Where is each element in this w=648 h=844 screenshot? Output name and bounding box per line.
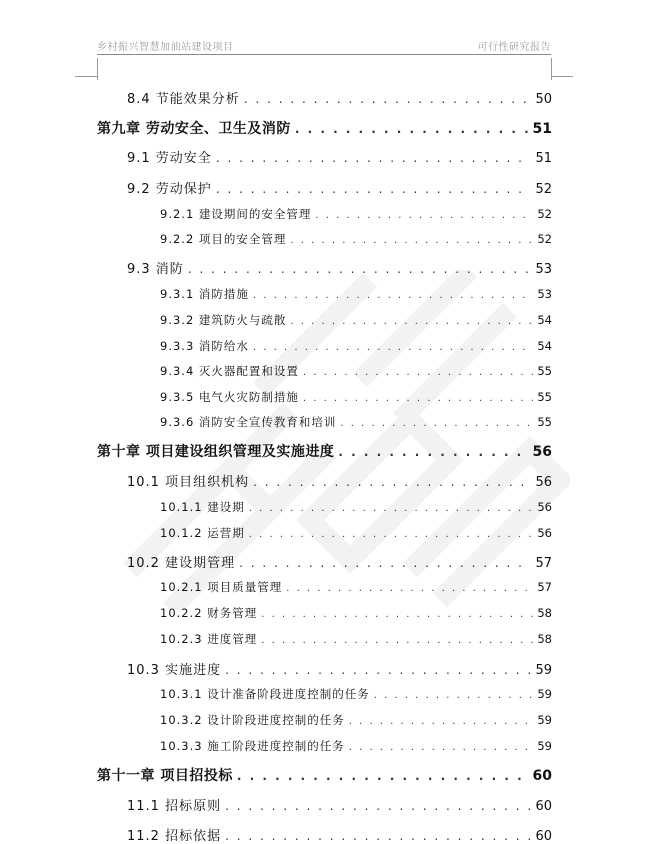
toc-entry[interactable]	[160, 338, 552, 354]
toc-page-number: 55	[537, 415, 552, 429]
toc-dot-leader	[340, 418, 533, 429]
toc-entry[interactable]	[127, 825, 552, 844]
toc-entry[interactable]	[127, 471, 552, 490]
toc-page-number: 54	[537, 313, 552, 327]
toc-entry[interactable]	[160, 712, 552, 728]
toc-page-number: 59	[535, 663, 552, 678]
toc-dot-leader	[253, 475, 531, 489]
toc-dot-leader	[338, 445, 528, 459]
toc-entry[interactable]	[160, 738, 552, 754]
toc-entry[interactable]	[160, 631, 552, 647]
toc-page-number: 51	[532, 121, 552, 137]
toc-entry[interactable]	[160, 206, 552, 222]
toc-entry-label: 11.2 招标依据	[127, 829, 222, 844]
toc-dot-leader	[225, 663, 531, 677]
toc-entry-label: 9.2.1 建设期间的安全管理	[160, 207, 312, 221]
toc-entry-label: 10.3 实施进度	[127, 663, 222, 678]
toc-chapter-entry[interactable]	[97, 765, 552, 785]
toc-entry-label: 9.2.2 项目的安全管理	[160, 232, 287, 246]
toc-entry-label: 10.2.2 财务管理	[160, 606, 258, 620]
toc-page-number: 60	[535, 799, 552, 814]
toc-dot-leader	[244, 92, 532, 106]
toc-page-number: 56	[537, 526, 552, 540]
toc-entry-label: 8.4 节能效果分析	[127, 92, 240, 107]
toc-page-number: 56	[532, 444, 552, 460]
toc-entry-label: 第十章 项目建设组织管理及实施进度	[97, 444, 335, 460]
toc-dot-leader	[374, 690, 534, 701]
toc-dot-leader	[349, 716, 534, 727]
crop-mark-right	[551, 58, 574, 80]
toc-page-number: 56	[537, 500, 552, 514]
toc-page-number: 54	[537, 339, 552, 353]
toc-entry-label: 9.3 消防	[127, 262, 184, 277]
toc-dot-leader	[249, 529, 534, 540]
toc-page-number: 57	[537, 580, 552, 594]
toc-page-number: 59	[537, 713, 552, 727]
toc-entry-label: 10.3.1 设计准备阶段进度控制的任务	[160, 687, 370, 701]
toc-entry-label: 第九章 劳动安全、卫生及消防	[97, 121, 291, 137]
toc-dot-leader	[295, 122, 529, 136]
crop-mark-left	[75, 58, 98, 80]
toc-page-number: 51	[535, 151, 552, 166]
toc-entry[interactable]	[160, 579, 552, 595]
toc-page-number: 53	[537, 287, 552, 301]
toc-entry[interactable]	[127, 88, 552, 107]
toc-page-number: 59	[537, 687, 552, 701]
toc-entry-label: 10.1.1 建设期	[160, 500, 245, 514]
toc-page-number: 52	[537, 232, 552, 246]
toc-dot-leader	[249, 503, 534, 514]
toc-entry-label: 9.3.5 电气火灾防制措施	[160, 390, 299, 404]
toc-page-number: 57	[535, 556, 552, 571]
toc-entry[interactable]	[127, 659, 552, 678]
toc-entry-label: 第十一章 项目招投标	[97, 768, 233, 784]
toc-dot-leader	[237, 769, 529, 783]
toc-entry[interactable]	[160, 605, 552, 621]
toc-dot-leader	[315, 210, 533, 221]
toc-dot-leader	[216, 182, 532, 196]
toc-dot-leader	[261, 609, 533, 620]
toc-page-number: 55	[537, 390, 552, 404]
toc-entry[interactable]	[160, 363, 552, 379]
page-header	[97, 36, 551, 55]
toc-entry-label: 10.1 项目组织机构	[127, 475, 250, 490]
toc-dot-leader	[303, 367, 533, 378]
toc-dot-leader	[286, 583, 533, 594]
toc-chapter-entry[interactable]	[97, 441, 552, 461]
toc-entry[interactable]	[160, 686, 552, 702]
toc-dot-leader	[225, 799, 531, 813]
toc-page-number: 60	[532, 768, 552, 784]
toc-entry-label: 9.3.6 消防安全宣传教育和培训	[160, 415, 337, 429]
toc-page-number: 53	[535, 262, 552, 277]
toc-page-number: 59	[537, 739, 552, 753]
toc-entry[interactable]	[127, 258, 552, 277]
toc-entry-label: 11.1 招标原则	[127, 799, 222, 814]
toc-page-number: 58	[537, 606, 552, 620]
toc-entry[interactable]	[160, 231, 552, 247]
toc-entry[interactable]	[127, 552, 552, 571]
toc-entry[interactable]	[160, 389, 552, 405]
toc-dot-leader	[188, 262, 532, 276]
toc-entry-label: 9.3.1 消防措施	[160, 287, 249, 301]
header-report-type: 可行性研究报告	[477, 42, 551, 53]
toc-entry-label: 10.1.2 运营期	[160, 526, 245, 540]
toc-entry-label: 9.2 劳动保护	[127, 182, 212, 197]
toc-entry[interactable]	[127, 147, 552, 166]
toc-dot-leader	[261, 635, 533, 646]
toc-entry-label: 9.3.4 灭火器配置和设置	[160, 364, 299, 378]
toc-entry-label: 9.3.3 消防给水	[160, 339, 249, 353]
toc-chapter-entry[interactable]	[97, 118, 552, 138]
toc-dot-leader	[216, 151, 532, 165]
toc-dot-leader	[239, 556, 531, 570]
toc-entry-label: 10.3.2 设计阶段进度控制的任务	[160, 713, 345, 727]
toc-entry-label: 10.3.3 施工阶段进度控制的任务	[160, 739, 345, 753]
toc-page-number: 55	[537, 364, 552, 378]
toc-entry[interactable]	[160, 499, 552, 515]
header-project-title: 乡村振兴智慧加油站建设项目	[97, 42, 234, 53]
toc-entry-label: 9.1 劳动安全	[127, 151, 212, 166]
toc-entry[interactable]	[127, 795, 552, 814]
toc-entry[interactable]	[127, 178, 552, 197]
toc-entry[interactable]	[160, 286, 552, 302]
toc-page-number: 58	[537, 632, 552, 646]
toc-entry[interactable]	[160, 312, 552, 328]
toc-page-number: 50	[535, 92, 552, 107]
toc-dot-leader	[290, 235, 533, 246]
toc-entry[interactable]	[160, 414, 552, 430]
toc-entry-label: 9.3.2 建筑防火与疏散	[160, 313, 287, 327]
toc-entry-label: 10.2 建设期管理	[127, 556, 236, 571]
toc-dot-leader	[303, 393, 533, 404]
toc-entry[interactable]	[160, 525, 552, 541]
toc-entry-label: 10.2.3 进度管理	[160, 632, 258, 646]
toc-dot-leader	[253, 342, 533, 353]
toc-entry-label: 10.2.1 项目质量管理	[160, 580, 283, 594]
toc-dot-leader	[349, 742, 534, 753]
toc-page-number: 60	[535, 829, 552, 844]
toc-page-number: 52	[535, 182, 552, 197]
toc-page-number: 52	[537, 207, 552, 221]
toc-dot-leader	[225, 829, 531, 843]
toc-page-number: 56	[535, 475, 552, 490]
toc-dot-leader	[290, 316, 533, 327]
toc-dot-leader	[253, 290, 533, 301]
